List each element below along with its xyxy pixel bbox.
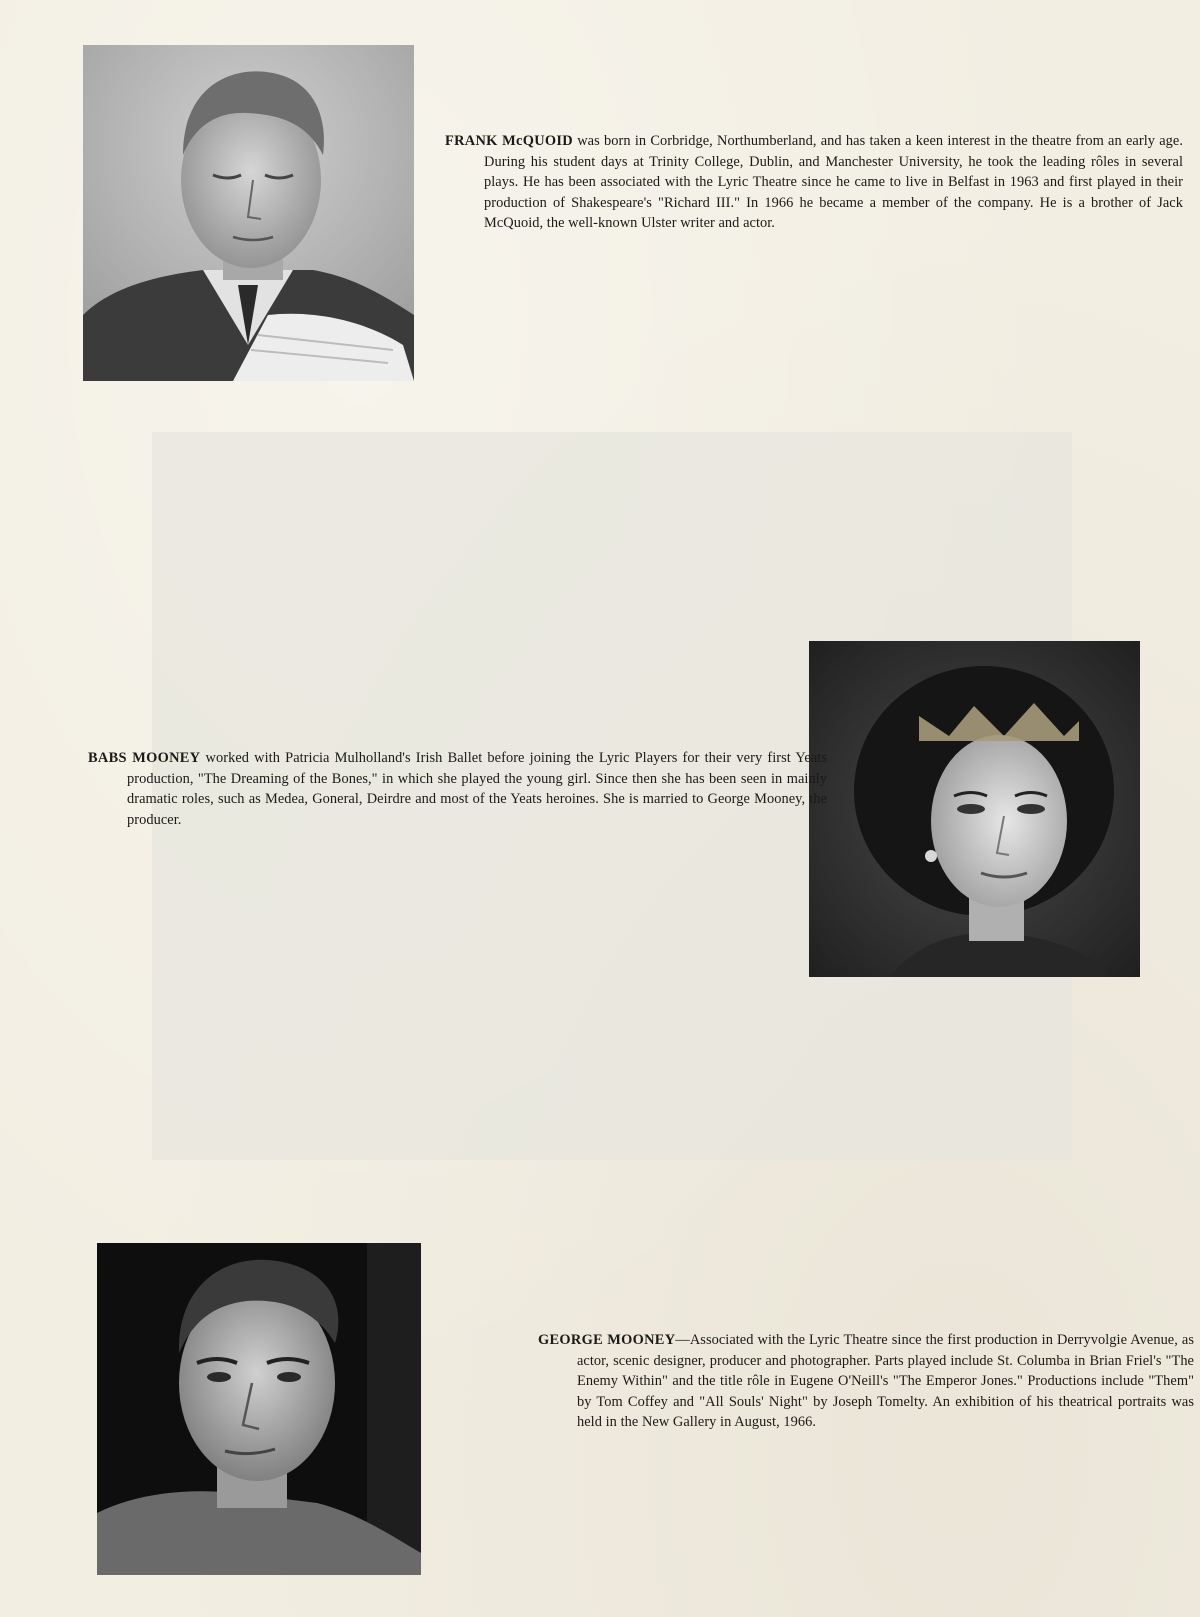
george-mooney-text: —Associated with the Lyric Theatre since the first production in Derryvolgie Avenue, as actor, scenic designer, producer and photographer. Parts played include St. Columba in Brian Friel's "The Enemy Within" and the title rôle in Eugene O'Neill's "The Emperor Jones." Productions include "Them" by Tom Coffey and "All Souls' Night" by Joseph Tomelty. An exhibition of his theatrical portraits was held in the New Gallery in August, 1966. xyxy=(577,1332,1195,1430)
babs-mooney-portrait xyxy=(809,641,1140,977)
frank-mcquoid-name: FRANK McQUOID xyxy=(445,133,573,149)
george-mooney-name: GEORGE MOONEY xyxy=(538,1332,676,1348)
frank-mcquoid-bio xyxy=(445,131,1183,234)
babs-mooney-name: BABS MOONEY xyxy=(88,750,201,766)
frank-mcquoid-text: was born in Corbridge, Northumberland, and has taken a keen interest in the theatre from an early age. During his student days at Trinity College, Dublin, and Manchester University, he took the leading rôles in several plays. He has been associated with the Lyric Theatre since he came to live in Belfast in 1963 and first played in their production of Shakespeare's "Richard III." In 1966 he became a member of the company. He is a brother of Jack McQuoid, the well-known Ulster writer and actor. xyxy=(484,133,1183,231)
george-mooney-bio xyxy=(538,1330,1194,1433)
frank-mcquoid-portrait xyxy=(83,45,414,381)
babs-mooney-text: worked with Patricia Mulholland's Irish Ballet before joining the Lyric Players for their very first Yeats production, "The Dreaming of the Bones," in which she played the young girl. Since then she has been seen in mainly dramatic roles, such as Medea, Goneral, Deirdre and most of the Yeats heroines. She is married to George Mooney, the producer. xyxy=(127,750,828,828)
george-mooney-portrait xyxy=(97,1243,421,1575)
babs-mooney-bio xyxy=(88,748,827,830)
